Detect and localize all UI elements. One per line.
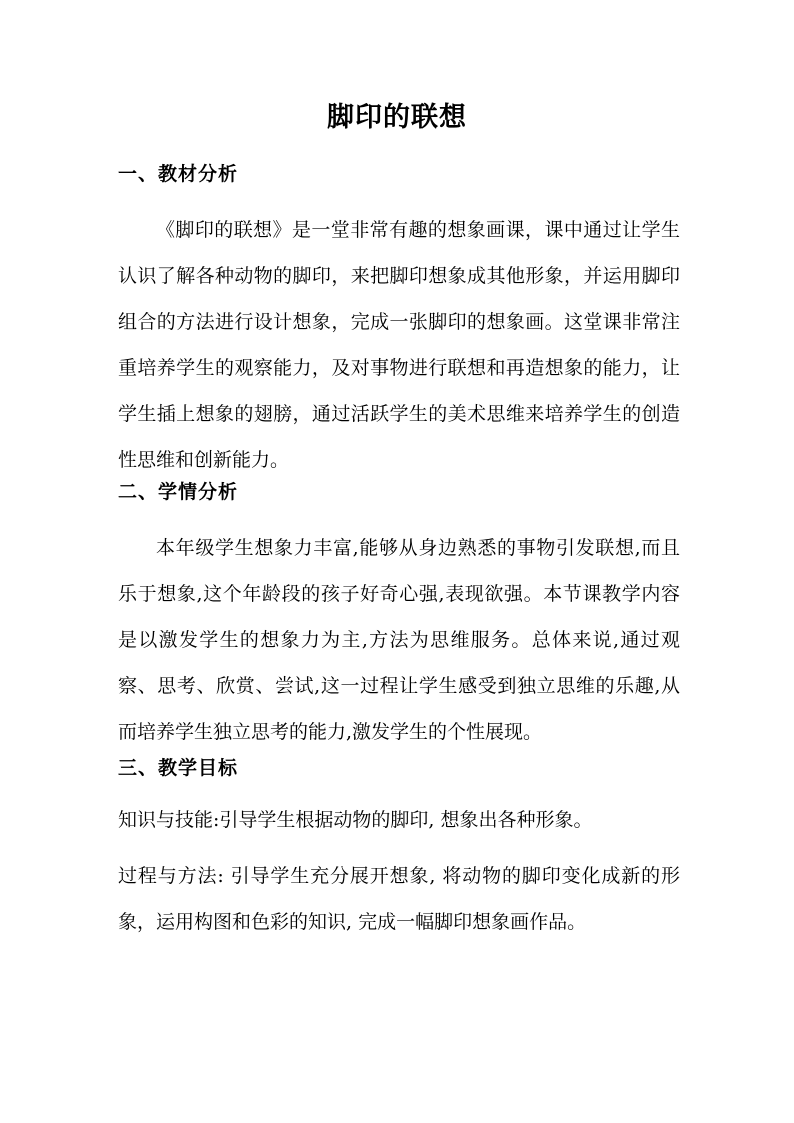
teaching-goal-process-methods: 过程与方法: 引导学生充分展开想象, 将动物的脚印变化成新的形象，运用构图和色彩的知识, 完成一幅脚印想象画作品。 bbox=[118, 865, 680, 933]
teaching-goal-knowledge-skills: 知识与技能:引导学生根据动物的脚印, 想象出各种形象。 bbox=[118, 809, 593, 831]
section-paragraph-student-analysis: 本年级学生想象力丰富,能够从身边熟悉的事物引发联想,而且乐于想象,这个年龄段的孩子好奇心强,表现欲强。本节课教学内容是以激发学生的想象力为主,方法为思维服务。总体来说,通过观察、思考、欣赏、尝试,这一过程让学生感受到独立思维的乐趣,从而培养学生独立思考的能力,激发学生的个性展现。 bbox=[118, 537, 680, 743]
section-heading-teaching-goals: 三、教学目标 bbox=[118, 757, 239, 779]
section-heading-student-analysis: 二、学情分析 bbox=[118, 481, 239, 503]
section-paragraph-textbook-analysis: 《脚印的联想》是一堂非常有趣的想象画课，课中通过让学生认识了解各种动物的脚印，来把脚印想象成其他形象，并运用脚印组合的方法进行设计想象，完成一张脚印的想象画。这堂课非常注重培养学生的观察能力，及对事物进行联想和再造想象的能力，让学生插上想象的翅膀，通过活跃学生的美术思维来培养学生的创造性思维和创新能力。 bbox=[118, 219, 680, 471]
document-title: 脚印的联想 bbox=[327, 102, 467, 133]
section-heading-textbook-analysis: 一、教材分析 bbox=[118, 163, 239, 185]
